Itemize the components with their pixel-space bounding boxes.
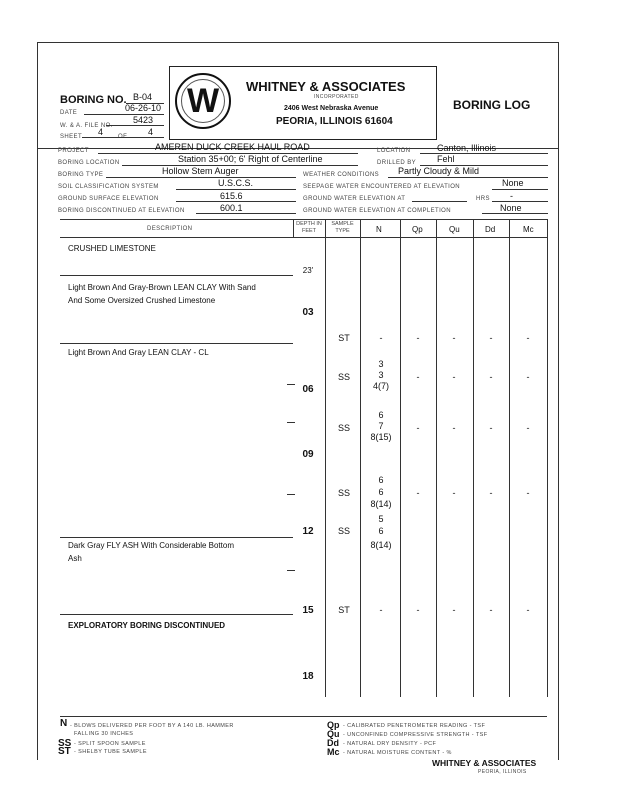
sheet-total: 4 — [148, 127, 154, 137]
project-value: AMEREN DUCK CREEK HAUL ROAD — [155, 142, 310, 152]
sample-type: ST — [338, 333, 350, 343]
weather-label: WEATHER CONDITIONS — [303, 172, 380, 178]
blow-count: - — [379, 605, 383, 615]
seepage-label: SEEPAGE WATER ENCOUNTERED AT ELEVATION — [303, 184, 461, 190]
legend-key-mc: Mc — [327, 747, 340, 757]
depth-tick — [287, 422, 295, 423]
dd-value: - — [489, 333, 493, 343]
dd-value: - — [489, 372, 493, 382]
company-city: PEORIA, ILLINOIS 61604 — [276, 116, 393, 127]
col-header-qp: Qp — [412, 225, 423, 234]
dd-value: - — [489, 423, 493, 433]
soil-class-line — [176, 189, 296, 190]
sheet-no: 4 — [98, 127, 104, 137]
company-name: WHITNEY & ASSOCIATES — [246, 79, 406, 94]
stratum-description: EXPLORATORY BORING DISCONTINUED — [68, 621, 226, 630]
col-sep-qp — [436, 219, 437, 237]
depth-marker: 03 — [302, 307, 314, 318]
location-value: Canton, Illinois — [437, 143, 497, 153]
boring-location-line — [122, 165, 358, 166]
legend-text-qp: - CALIBRATED PENETROMETER READING - TSF — [343, 723, 486, 729]
hrs-label: HRS — [476, 196, 490, 202]
legend-key-n: N — [60, 718, 68, 729]
qu-value: - — [452, 605, 456, 615]
depth-marker: 15 — [302, 605, 314, 616]
body-sep-dd — [509, 237, 510, 697]
frame-right — [558, 42, 559, 760]
depth-tick — [287, 384, 295, 385]
gw-elev-value: - — [510, 191, 513, 201]
seepage-value: None — [502, 178, 524, 188]
ground-elev-value: 615.6 — [220, 191, 243, 201]
blow-count: 6 — [378, 526, 384, 536]
col-header-mc: Mc — [523, 225, 534, 234]
sample-type: ST — [338, 605, 350, 615]
mc-value: - — [526, 605, 530, 615]
qp-value: - — [416, 333, 420, 343]
body-sep-depth — [325, 237, 326, 697]
hrs-line — [492, 201, 548, 202]
col-sep-n — [400, 219, 401, 237]
legend-text-n: - BLOWS DELIVERED PER FOOT BY A 140 LB. HAMMER — [70, 723, 234, 729]
dd-value: - — [489, 488, 493, 498]
boring-type-label: BORING TYPE — [58, 172, 104, 178]
qp-value: - — [416, 372, 420, 382]
footer-city: PEORIA, ILLINOIS — [478, 769, 527, 775]
col-header-qu: Qu — [449, 225, 460, 234]
dd-value: - — [489, 605, 493, 615]
company-address: 2406 West Nebraska Avenue — [284, 105, 379, 112]
body-sep-n — [400, 237, 401, 697]
blow-count: 4(7) — [372, 381, 389, 391]
depth-marker: 18 — [302, 671, 314, 682]
legend-key-qu: Qu — [327, 729, 340, 739]
depth-marker: 09 — [302, 449, 314, 460]
col-header-dd: Dd — [485, 225, 496, 234]
stratum-description: And Some Oversized Crushed Limestone — [68, 296, 216, 305]
blow-count: 6 — [378, 487, 384, 497]
qp-value: - — [416, 488, 420, 498]
stratum-description: Dark Gray FLY ASH With Considerable Bottom — [68, 541, 234, 550]
mc-value: - — [526, 333, 530, 343]
frame-left — [37, 42, 38, 760]
legend-text-n-2: FALLING 30 INCHES — [74, 731, 134, 737]
logo-letter: W — [186, 82, 220, 120]
qp-value: - — [416, 423, 420, 433]
col-sep-sample — [360, 219, 361, 237]
qu-value: - — [452, 488, 456, 498]
discontinued-line — [196, 213, 296, 214]
sample-type: SS — [337, 372, 350, 382]
blow-count: 3 — [378, 359, 384, 369]
sheet-label: SHEET — [60, 134, 83, 140]
company-logo — [175, 73, 231, 129]
boring-type-value: Hollow Stem Auger — [162, 166, 239, 176]
col-header-n: N — [376, 225, 382, 234]
body-sep-sample — [360, 237, 361, 697]
frame-top — [37, 42, 558, 43]
project-label: PROJECT — [58, 148, 89, 154]
mc-value: - — [526, 488, 530, 498]
date-label: DATE — [60, 110, 78, 116]
blow-count: 8(14) — [370, 540, 392, 550]
legend-text-mc: - NATURAL MOISTURE CONTENT - % — [343, 750, 452, 756]
weather-value: Partly Cloudy & Mild — [398, 166, 480, 176]
file-no-label: W. & A. FILE NO. — [60, 123, 113, 129]
stratum-description: Ash — [68, 554, 82, 563]
col-sep-dd — [509, 219, 510, 237]
depth-marker: 23' — [302, 266, 314, 275]
legend-text-st: - SHELBY TUBE SAMPLE — [74, 749, 147, 755]
blow-count: 8(15) — [370, 432, 392, 442]
ground-elev-line — [176, 201, 296, 202]
drilled-by-value: Fehl — [437, 154, 455, 164]
sample-type: SS — [337, 526, 350, 536]
mc-value: - — [526, 372, 530, 382]
blow-count: 5 — [378, 514, 384, 524]
col-header-description: DESCRIPTION — [147, 226, 193, 232]
blow-count: 6 — [378, 475, 384, 485]
stratum-boundary — [60, 614, 293, 615]
seepage-line — [492, 189, 548, 190]
col-sep-mc — [547, 219, 548, 237]
qu-value: - — [452, 372, 456, 382]
legend-top-rule — [60, 716, 547, 717]
boring-location-label: BORING LOCATION — [58, 160, 120, 166]
legend-key-dd: Dd — [327, 738, 339, 748]
body-sep-qu — [473, 237, 474, 697]
ground-elev-label: GROUND SURFACE ELEVATION — [58, 196, 159, 202]
legend-key-st: ST — [58, 746, 71, 757]
stratum-boundary — [60, 537, 293, 538]
depth-tick — [287, 570, 295, 571]
stratum-description: CRUSHED LIMESTONE — [68, 244, 156, 253]
document-title: BORING LOG — [453, 98, 531, 112]
gw-completion-line — [482, 213, 548, 214]
col-header-depth: DEPTH IN FEET — [296, 221, 322, 234]
legend-text-dd: - NATURAL DRY DENSITY - PCF — [343, 741, 437, 747]
file-no-line — [106, 125, 164, 126]
depth-marker: 06 — [302, 384, 314, 395]
depth-marker: 12 — [302, 526, 314, 537]
qp-value: - — [416, 605, 420, 615]
qu-value: - — [452, 333, 456, 343]
blow-count: 8(14) — [370, 499, 392, 509]
boring-no-label: BORING NO. — [60, 94, 127, 106]
stratum-description: Light Brown And Gray-Brown LEAN CLAY With Sand — [68, 283, 256, 292]
gw-completion-value: None — [500, 203, 522, 213]
company-incorporated: INCORPORATED — [314, 94, 359, 100]
date-value: 06-26-10 — [125, 103, 162, 113]
discontinued-label: BORING DISCONTINUED AT ELEVATION — [58, 208, 185, 214]
blow-count: - — [379, 333, 383, 343]
file-no-value: 5423 — [133, 115, 154, 125]
qu-value: - — [452, 423, 456, 433]
gw-elev-line — [412, 201, 467, 202]
sheet-line — [82, 137, 164, 138]
legend-key-ss: SS — [58, 738, 72, 749]
blow-count: 6 — [378, 410, 384, 420]
boring-no-value: B-04 — [133, 92, 153, 102]
boring-location-value: Station 35+00; 6' Right of Centerline — [178, 154, 323, 164]
footer-company: WHITNEY & ASSOCIATES — [432, 758, 537, 768]
legend-text-qu: - UNCONFINED COMPRESSIVE STRENGTH - TSF — [343, 732, 488, 738]
soil-class-label: SOIL CLASSIFICATION SYSTEM — [58, 184, 159, 190]
depth-tick — [287, 494, 295, 495]
weather-line — [388, 177, 548, 178]
legend-key-qp: Qp — [327, 720, 340, 730]
blow-count: 3 — [378, 370, 384, 380]
discontinued-value: 600.1 — [220, 203, 243, 213]
mc-value: - — [526, 423, 530, 433]
legend-text-ss: - SPLIT SPOON SAMPLE — [74, 741, 146, 747]
location-label: LOCATION — [377, 148, 411, 154]
sample-type: SS — [337, 423, 350, 433]
col-header-sample: SAMPLE TYPE — [331, 221, 354, 234]
blow-count: 7 — [378, 421, 384, 431]
col-sep-qu — [473, 219, 474, 237]
boring-type-line — [106, 177, 296, 178]
body-sep-qp — [436, 237, 437, 697]
gw-completion-label: GROUND WATER ELEVATION AT COMPLETION — [303, 208, 451, 214]
sample-type: SS — [337, 488, 350, 498]
gw-elev-label: GROUND WATER ELEVATION AT — [303, 196, 406, 202]
stratum-description: Light Brown And Gray LEAN CLAY - CL — [68, 348, 209, 357]
stratum-boundary — [60, 343, 293, 344]
body-sep-mc — [547, 237, 548, 697]
of-label: OF — [118, 134, 128, 140]
stratum-boundary — [60, 275, 293, 276]
soil-class-value: U.S.C.S. — [218, 178, 254, 188]
drilled-by-label: DRILLED BY — [377, 160, 417, 166]
